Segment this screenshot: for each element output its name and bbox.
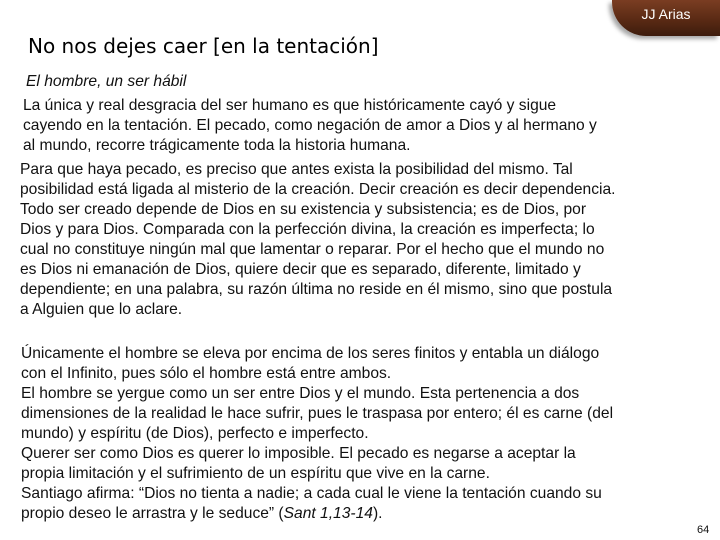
text-segment: ).: [372, 505, 383, 522]
text-line: mundo) y espíritu (de Dios), perfecto e imperfecto.: [21, 425, 369, 442]
text-line: Todo ser creado depende de Dios en su existencia y subsistencia; es de Dios, por: [20, 201, 587, 218]
text-line: posibilidad está ligada al misterio de la creación. Decir creación es decir dependencia.: [20, 181, 616, 198]
text-line: [21, 504, 613, 524]
brand-banner: [612, 0, 720, 36]
brand-name: JJ Arias: [641, 6, 691, 22]
paragraph-1: [23, 96, 597, 156]
text-line: Dios y para Dios. Comparada con la perfección divina, la creación es imperfecta; lo: [20, 221, 595, 238]
text-line: Santiago afirma: “Dios no tienta a nadie; a cada cual le viene la tentación cuando su: [21, 485, 602, 502]
text-line: con el Infinito, pues sólo el hombre está entre ambos.: [21, 365, 392, 382]
text-line: cayendo en la tentación. El pecado, como negación de amor a Dios y al hermano y: [23, 117, 597, 134]
text-line: El hombre se yergue como un ser entre Dios y el mundo. Esta pertenencia a dos: [21, 385, 580, 402]
text-line: dependiente; en una palabra, su razón última no reside en él mismo, sino que postula: [20, 281, 613, 298]
text-line: a Alguien que lo aclare.: [20, 301, 183, 318]
paragraph-3: [21, 344, 613, 524]
text-line: propia limitación y el sufrimiento de un espíritu que vive en la carne.: [21, 465, 490, 482]
text-line: Para que haya pecado, es preciso que antes exista la posibilidad del mismo. Tal: [20, 161, 573, 178]
text-line: Querer ser como Dios es querer lo imposible. El pecado es negarse a aceptar la: [21, 445, 576, 462]
slide-subtitle: El hombre, un ser hábil: [26, 73, 187, 90]
text-line: al mundo, recorre trágicamente toda la historia humana.: [23, 137, 411, 154]
text-line: dimensiones de la realidad le hace sufrir, pues le traspasa por entero; él es carne (del: [21, 405, 614, 422]
text-line: es Dios ni emanación de Dios, quiere decir que es separado, diferente, limitado y: [20, 261, 581, 278]
slide-title: No nos dejes caer [en la tentación]: [28, 34, 379, 58]
text-segment: propio deseo le arrastra y le seduce” (: [21, 505, 284, 522]
page-number: 64: [697, 524, 710, 536]
text-line: cual no constituye ningún mal que lamentar o reparar. Por el hecho que el mundo no: [20, 241, 605, 258]
paragraph-2: [20, 160, 616, 320]
text-line: La única y real desgracia del ser humano es que históricamente cayó y sigue: [23, 97, 557, 114]
bible-citation: Sant 1,13-14: [283, 505, 373, 522]
text-line: Únicamente el hombre se eleva por encima de los seres finitos y entabla un diálogo: [21, 345, 600, 362]
